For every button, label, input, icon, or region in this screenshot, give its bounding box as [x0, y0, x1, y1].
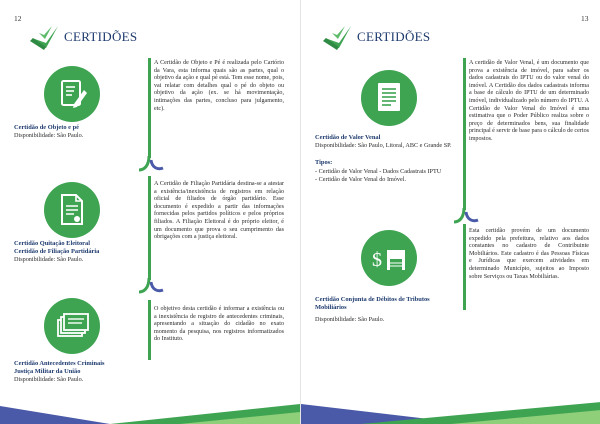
bottom-decoration	[301, 400, 600, 424]
right-page	[300, 0, 600, 424]
valor-venal-description: A certidão de Valor Venal, é um documento que prova a existência de imóvel, para saber os dados cadastrais do IPTU ou do valor venal do imóvel. A Certidão dos dados cadastrais informa a base de cálculo do IPTU de um determinado imóvel, individualizado pelo número do IPTU. A Certidão de Valor Venal do Imóvel é uma estimativa que o Poder Público realiza sobre o preço de determinados bens, sua finalidade principal é servir de base para o cálculo de certos impostos.	[469, 60, 589, 142]
certificate-logo-icon	[323, 24, 353, 50]
page-title: CERTIDÕES	[357, 29, 431, 44]
valor-venal-icon-circle	[361, 70, 417, 126]
title-line: Certidão de Objeto e pé	[14, 124, 79, 131]
valor-venal-availability: Disponibilidade: São Paulo, Litoral, ABC e Grande SP.	[315, 142, 452, 149]
type-item: - Certidão de Valor Venal do Imóvel.	[315, 175, 407, 183]
timeline-bar	[148, 300, 151, 360]
svg-text:$: $	[372, 249, 382, 271]
antecedentes-description: O objetivo desta certidão é informar a existência ou a inexistência de registro de antecedentes criminais, apresentando a situação do cidadão no exato momento da pesquisa, nos registros informatizados do Instituto.	[154, 306, 284, 343]
page-number: 13	[581, 14, 589, 23]
antecedentes-icon-circle	[44, 298, 100, 354]
valor-venal-types-label: Tipos:	[315, 159, 333, 166]
filiacao-description: A Certidão de Filiação Partidária destina-se a atestar a existência/inexistência de registros em relação oficial de filiados de órgão partidário. Esse documento é expedido a partir das informações fornecidas pelos partidos políticos e pelos próprios filiados. A Filiação Eleitoral é do próprio eleitor, é um documento que prova o seu cumprimento das obrigações com a justiça eleitoral.	[154, 181, 284, 241]
pencil-document-icon	[44, 66, 100, 122]
page-title: CERTIDÕES	[64, 29, 138, 44]
bottom-decoration	[0, 400, 300, 424]
timeline-bar	[463, 224, 466, 310]
title-line: Mobiliários	[315, 304, 347, 311]
valor-venal-title	[315, 134, 465, 142]
page-number: 12	[14, 14, 22, 23]
timeline-bar	[148, 176, 151, 280]
certificate-logo-icon	[30, 24, 60, 50]
filiacao-icon-circle	[44, 182, 100, 238]
timeline-bar	[463, 58, 466, 210]
timeline-bar	[148, 58, 151, 158]
objeto-pe-description: A Certidão de Objeto e Pé é realizada pelo Cartório da Vara, esta informa quais são as partes, qual o objetivo da ação e qual pé está. Tem esse nome, pois, vai relatar com detalhes qual o pé do objeto ou objetivo da ação (ex. se há movimentação, intimações das partes, concluso para julgamento, etc).	[154, 60, 284, 112]
title-line: Certidão Conjunta de Débitos de Tributos	[315, 296, 430, 303]
tributos-icon-circle	[361, 230, 417, 286]
title-line: Certidão Antecedentes Criminais	[14, 360, 105, 367]
tributos-availability: Disponibilidade: São Paulo.	[315, 316, 385, 323]
type-item: - Certidão de Valor Venal - Dados Cadastrais IPTU	[315, 168, 442, 175]
document-stack-icon	[44, 298, 100, 354]
tributos-description: Esta certidão provém de um documento expedido pela prefeitura, relativo aos dados constantes no cadastro de Contribuinte Mobiliários. Este cadastro é das Pessoas Físicas e Jurídicas que exercem atividades em determinado Município, sujeitos ao Imposto sobre Serviços ou Taxas Mobiliárias.	[469, 228, 589, 280]
antecedentes-availability: Disponibilidade: São Paulo.	[14, 376, 84, 383]
tributos-title	[315, 296, 465, 312]
objeto-pe-icon-circle	[44, 66, 100, 122]
timeline-hook-icon	[453, 208, 479, 224]
filiacao-availability: Disponibilidade: São Paulo.	[14, 256, 84, 263]
filiation-document-icon	[44, 182, 100, 238]
valor-venal-types-list	[315, 168, 473, 183]
title-line: Justiça Militar da União	[14, 368, 81, 375]
title-line: Certidão de Filiação Partidária	[14, 248, 100, 255]
list-document-icon	[361, 70, 417, 126]
objeto-pe-title	[14, 124, 144, 132]
timeline-hook-icon	[138, 156, 164, 172]
timeline-hook-icon	[138, 278, 164, 294]
title-line: Certidão Quitação Eleitoral	[14, 240, 90, 247]
filiacao-title	[14, 240, 144, 256]
antecedentes-title	[14, 360, 144, 376]
objeto-pe-availability: Disponibilidade: São Paulo.	[14, 132, 84, 139]
title-line: Certidão de Valor Venal	[315, 134, 381, 141]
dollar-building-icon	[361, 230, 417, 286]
